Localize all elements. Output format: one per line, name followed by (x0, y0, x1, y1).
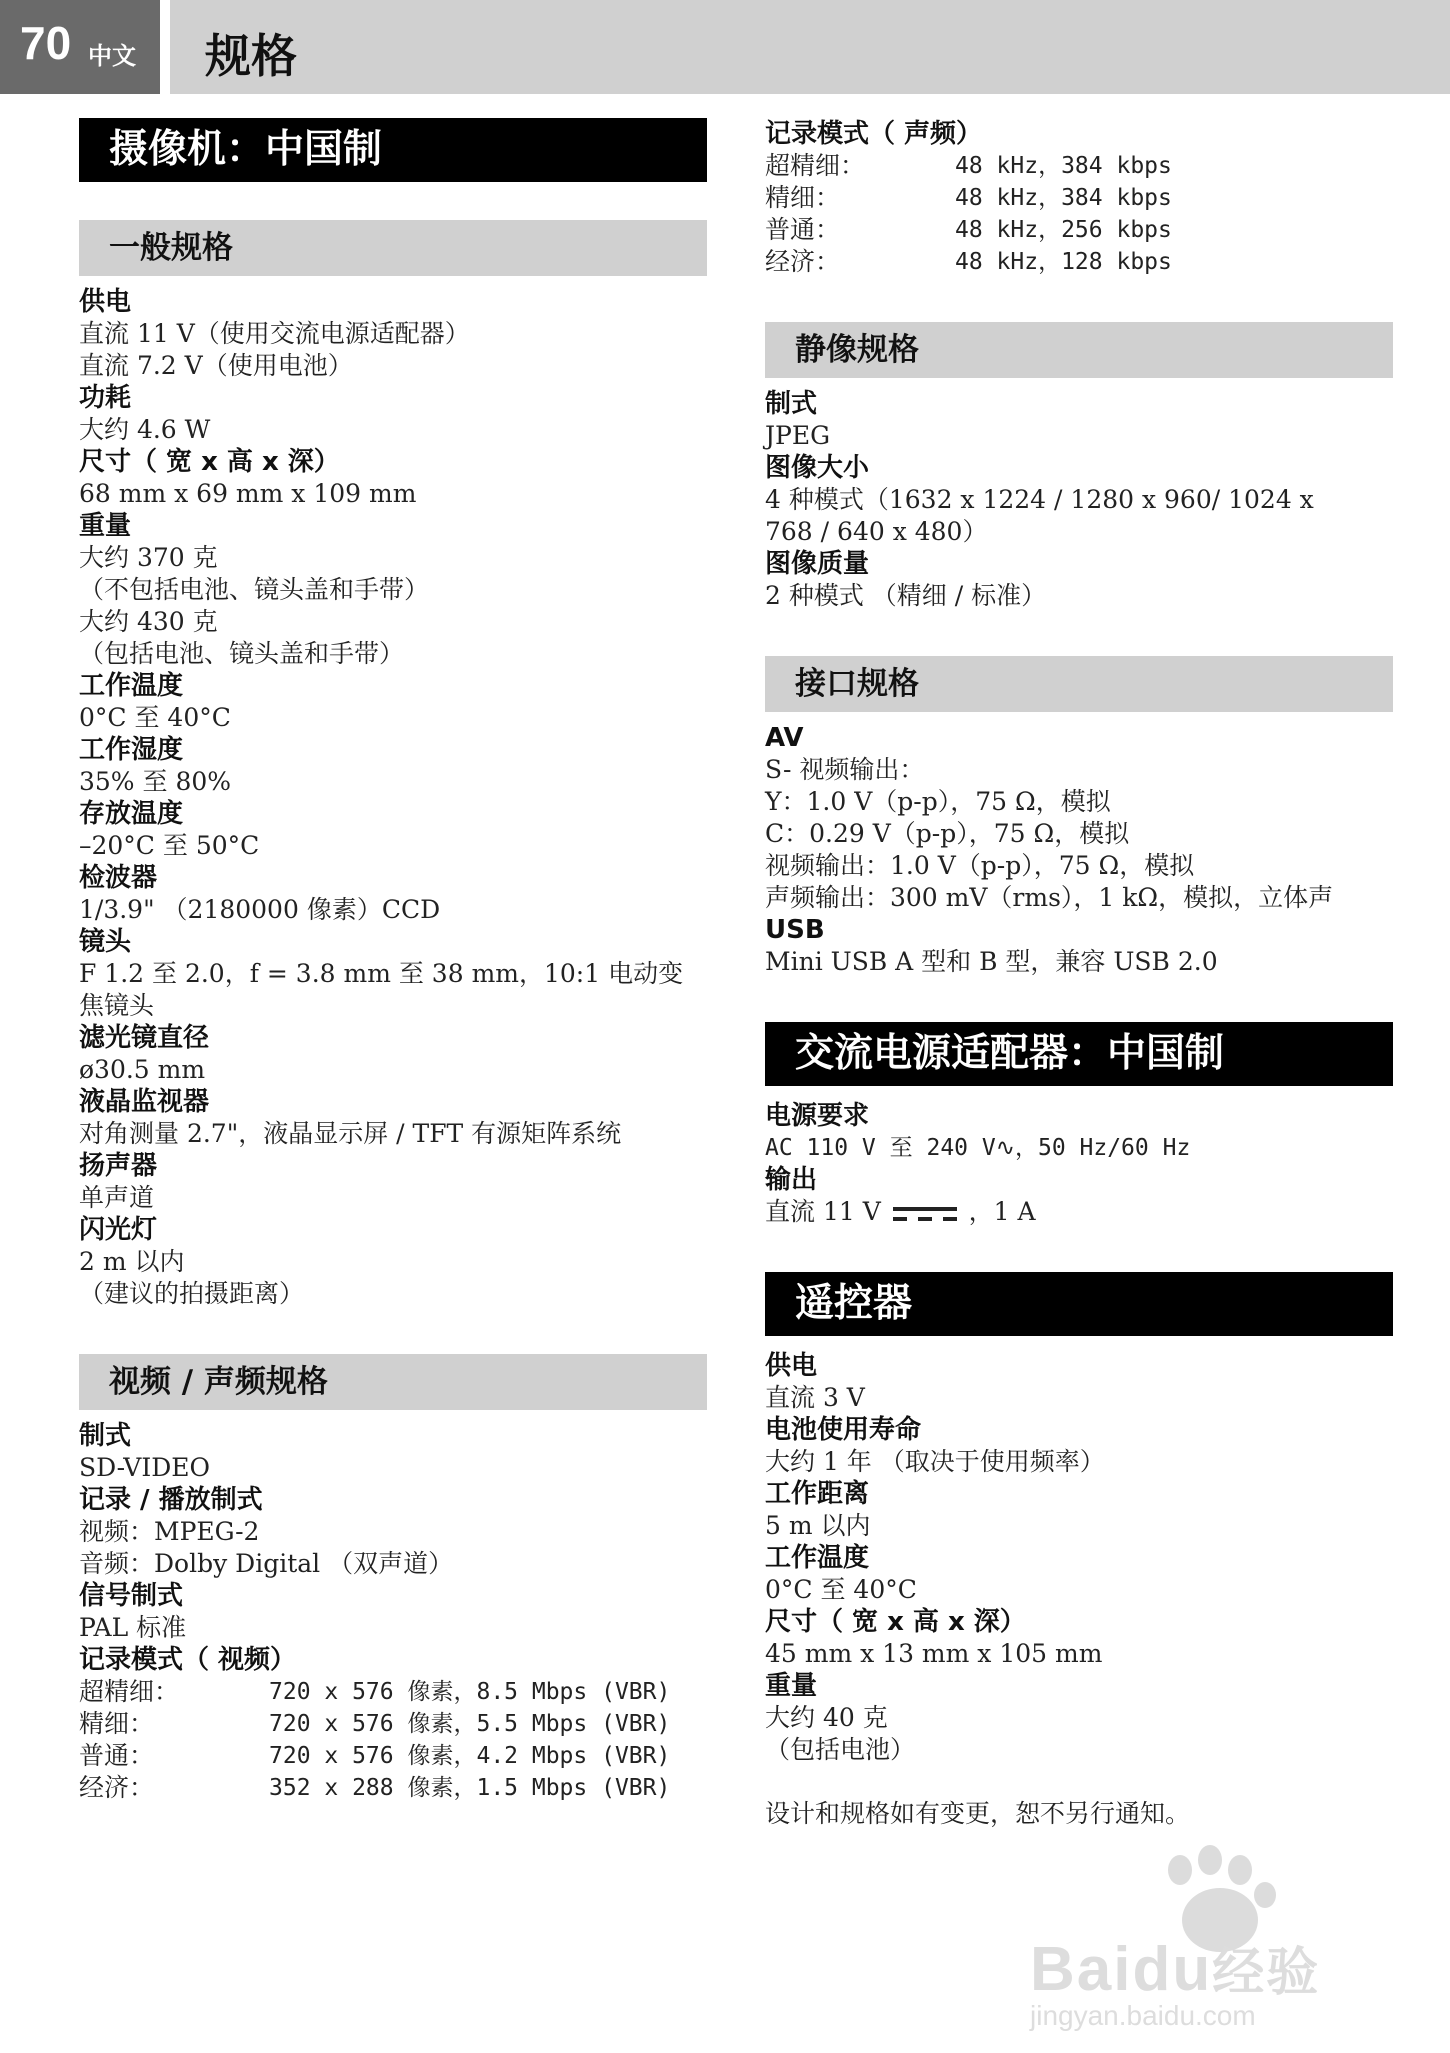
spec-value: 大约 40 克 (765, 1703, 888, 1732)
mode-row (765, 182, 1393, 214)
spec-label: 功耗 (79, 383, 132, 413)
spec-label: 信号制式 (79, 1581, 184, 1611)
dc-symbol-icon (893, 1205, 957, 1223)
spec-value: 35% 至 80% (79, 767, 232, 796)
spec-label: 工作湿度 (79, 735, 184, 765)
general-specs-heading: 一般规格 (79, 220, 707, 276)
spec-label: 尺寸（ 宽 x 高 x 深） (79, 447, 340, 477)
spec-value: （不包括电池、镜头盖和手带） (79, 575, 430, 604)
spec-label: 图像质量 (765, 549, 870, 579)
spec-label: 工作温度 (765, 1543, 870, 1573)
remote-heading: 遥控器 (765, 1272, 1393, 1336)
spec-label: 扬声器 (79, 1151, 158, 1181)
page-header (0, 0, 1450, 94)
remote-specs-list (765, 1350, 1393, 1766)
mode-name: 精细： (79, 1709, 155, 1738)
mode-name: 超精细： (79, 1677, 180, 1706)
spec-value: 直流 11 V（使用交流电源适配器） (79, 319, 470, 348)
still-specs-list (765, 388, 1393, 612)
page-title: 规格 (205, 29, 297, 83)
watermark-url: jingyan.baidu.com (1030, 2000, 1256, 2031)
spec-value: PAL 标准 (79, 1613, 187, 1642)
mode-row (765, 150, 1393, 182)
mode-row (79, 1740, 707, 1772)
spec-value: （包括电池） (765, 1735, 916, 1764)
mode-name: 普通： (79, 1741, 155, 1770)
spec-value: S- 视频输出： (765, 755, 925, 784)
spec-value: 焦镜头 (79, 991, 155, 1020)
spec-value: 视频输出：1.0 V（p-p），75 Ω，模拟 (765, 851, 1195, 880)
spec-label: 检波器 (79, 863, 158, 893)
spec-label: 重量 (79, 511, 132, 541)
spec-label: 记录 / 播放制式 (79, 1485, 263, 1515)
page-number: 70 (20, 17, 72, 69)
spec-value: F 1.2 至 2.0，f = 3.8 mm 至 38 mm，10:1 电动变 (79, 959, 684, 988)
left-column (79, 118, 707, 1804)
mode-row (765, 214, 1393, 246)
spec-value: 大约 1 年 （取决于使用频率） (765, 1447, 1105, 1476)
spec-value: 45 mm x 13 mm x 105 mm (765, 1639, 1103, 1668)
spec-value: 大约 430 克 (79, 607, 218, 636)
spec-label: 滤光镜直径 (79, 1023, 210, 1053)
spec-label: 制式 (765, 389, 818, 419)
spec-value: 对角测量 2.7"，液晶显示屏 / TFT 有源矩阵系统 (79, 1119, 622, 1148)
spec-value: 68 mm x 69 mm x 109 mm (79, 479, 417, 508)
spec-value: 直流 7.2 V（使用电池） (79, 351, 353, 380)
spec-value: –20°C 至 50°C (79, 831, 260, 860)
adapter-output-prefix: 直流 11 V (765, 1197, 881, 1226)
video-mode-table (79, 1676, 707, 1804)
spec-value: 直流 3 V (765, 1383, 865, 1412)
mode-spec: 48 kHz，256 kbps (955, 217, 1172, 243)
spec-value: C：0.29 V（p-p），75 Ω，模拟 (765, 819, 1130, 848)
spec-value: 音频：Dolby Digital （双声道） (79, 1549, 454, 1578)
spec-value: 视频：MPEG-2 (79, 1517, 260, 1546)
spec-label: 镜头 (79, 927, 132, 957)
adapter-output-label: 输出 (765, 1165, 818, 1195)
footer-note: 设计和规格如有变更，恕不另行通知。 (765, 1799, 1191, 1828)
av-specs-heading: 视频 / 声频规格 (79, 1354, 707, 1410)
spec-value: 0°C 至 40°C (765, 1575, 917, 1604)
spec-label: 尺寸（ 宽 x 高 x 深） (765, 1607, 1026, 1637)
spec-value: 2 m 以内 (79, 1247, 185, 1276)
audio-mode-table (765, 150, 1393, 278)
spec-value: JPEG (765, 421, 831, 450)
mode-name: 超精细： (765, 151, 866, 180)
spec-value: 2 种模式 （精细 / 标准） (765, 581, 1047, 610)
mode-row (765, 246, 1393, 278)
general-specs-list (79, 286, 707, 1310)
adapter-output-suffix: ，1 A (968, 1197, 1036, 1226)
adapter-power-label: 电源要求 (765, 1101, 870, 1131)
mode-spec: 352 x 288 像素，1.5 Mbps (VBR) (269, 1775, 671, 1801)
spec-label: 工作距离 (765, 1479, 870, 1509)
interface-specs-heading: 接口规格 (765, 656, 1393, 712)
page-number-badge (0, 0, 160, 94)
mode-spec: 720 x 576 像素，5.5 Mbps (VBR) (269, 1711, 671, 1737)
spec-label: 制式 (79, 1421, 132, 1451)
adapter-power-value: AC 110 V 至 240 V∿，50 Hz/60 Hz (765, 1135, 1191, 1161)
header-divider (160, 0, 170, 94)
spec-value: ø30.5 mm (79, 1055, 206, 1084)
mode-spec: 720 x 576 像素，8.5 Mbps (VBR) (269, 1679, 671, 1705)
spec-label: 闪光灯 (79, 1215, 158, 1245)
spec-value: Mini USB A 型和 B 型，兼容 USB 2.0 (765, 947, 1218, 976)
spec-value: 5 m 以内 (765, 1511, 871, 1540)
mode-spec: 48 kHz，384 kbps (955, 185, 1172, 211)
mode-spec: 48 kHz，128 kbps (955, 249, 1172, 275)
spec-value: 单声道 (79, 1183, 155, 1212)
spec-value: 大约 4.6 W (79, 415, 211, 444)
mode-row (79, 1708, 707, 1740)
video-mode-label: 记录模式（ 视频） (79, 1645, 297, 1675)
camcorder-heading: 摄像机：中国制 (79, 118, 707, 182)
interface-specs-list (765, 722, 1393, 978)
mode-name: 经济： (79, 1773, 155, 1802)
mode-name: 经济： (765, 247, 841, 276)
spec-label: 重量 (765, 1671, 818, 1701)
spec-value: 声频输出：300 mV（rms），1 kΩ，模拟，立体声 (765, 883, 1334, 912)
mode-row (79, 1676, 707, 1708)
spec-value: 1/3.9" （2180000 像素）CCD (79, 895, 441, 924)
mode-name: 普通： (765, 215, 841, 244)
spec-value: 0°C 至 40°C (79, 703, 231, 732)
spec-value: 768 / 640 x 480） (765, 517, 988, 546)
spec-label: AV (765, 723, 804, 753)
spec-label: 存放温度 (79, 799, 184, 829)
spec-value: SD-VIDEO (79, 1453, 210, 1482)
baidu-watermark (1030, 1840, 1430, 2040)
spec-value: 4 种模式（1632 x 1224 / 1280 x 960/ 1024 x (765, 485, 1314, 514)
audio-mode-label: 记录模式（ 声频） (765, 119, 983, 149)
spec-label: 供电 (765, 1351, 818, 1381)
spec-label: USB (765, 915, 825, 945)
av-specs-list (79, 1420, 707, 1644)
spec-label: 工作温度 (79, 671, 184, 701)
mode-spec: 48 kHz，384 kbps (955, 153, 1172, 179)
spec-label: 液晶监视器 (79, 1087, 210, 1117)
right-column (765, 118, 1393, 1830)
adapter-output-value (765, 1196, 1393, 1228)
mode-row (79, 1772, 707, 1804)
spec-value: 大约 370 克 (79, 543, 218, 572)
watermark-brand: Baidu经验 (1030, 1935, 1321, 2004)
spec-value: （建议的拍摄距离） (79, 1279, 305, 1308)
spec-value: Y：1.0 V（p-p），75 Ω，模拟 (765, 787, 1111, 816)
mode-name: 精细： (765, 183, 841, 212)
adapter-heading: 交流电源适配器：中国制 (765, 1022, 1393, 1086)
spec-label: 图像大小 (765, 453, 870, 483)
spec-label: 电池使用寿命 (765, 1415, 922, 1445)
mode-spec: 720 x 576 像素，4.2 Mbps (VBR) (269, 1743, 671, 1769)
still-specs-heading: 静像规格 (765, 322, 1393, 378)
page-language: 中文 (88, 42, 136, 70)
spec-value: （包括电池、镜头盖和手带） (79, 639, 405, 668)
spec-label: 供电 (79, 287, 132, 317)
